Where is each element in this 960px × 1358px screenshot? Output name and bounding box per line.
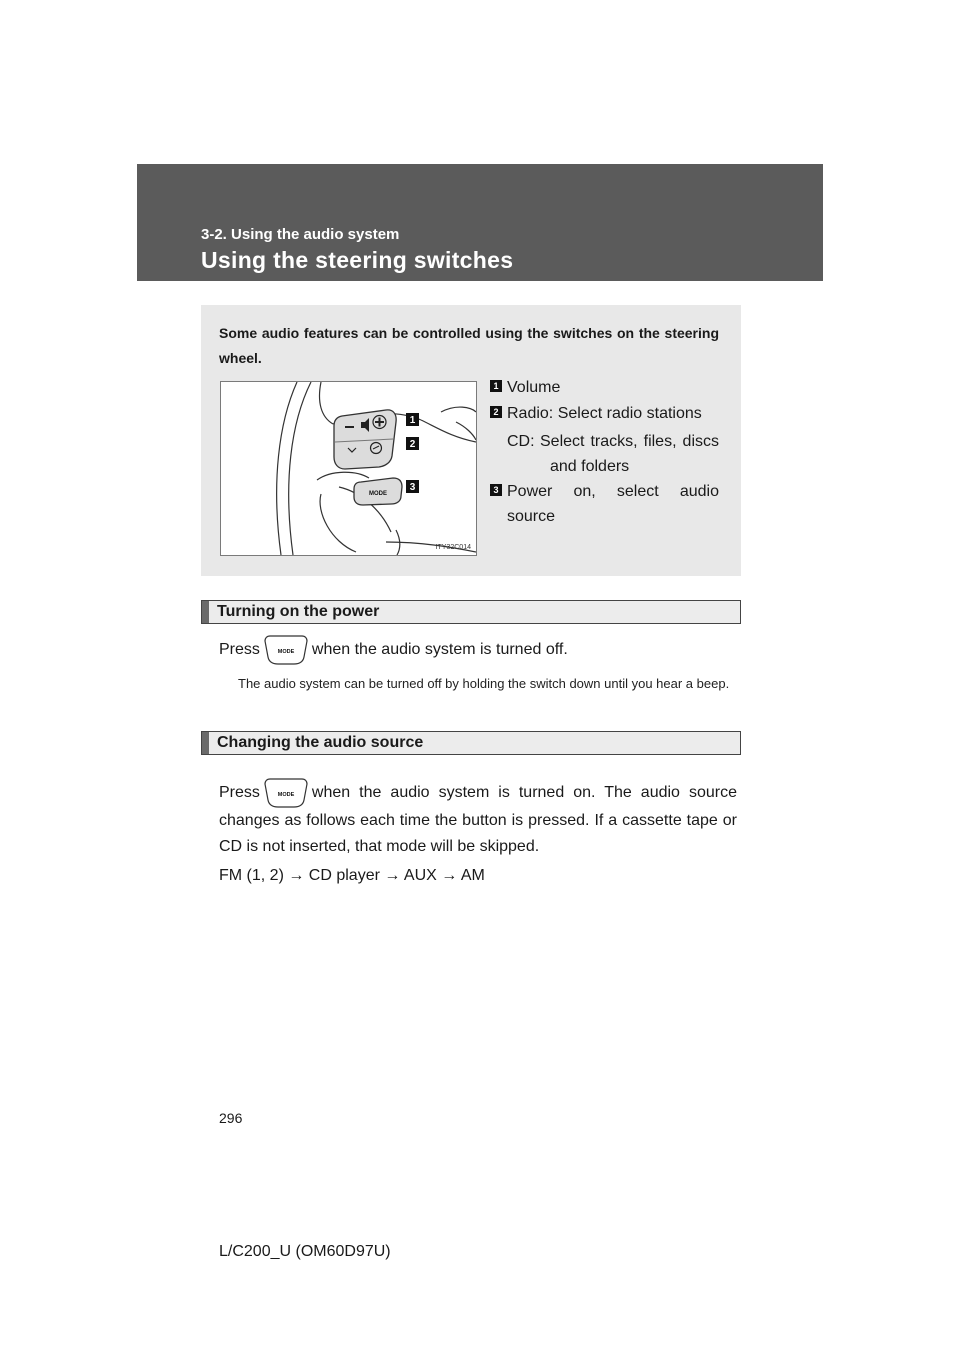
- section-label: 3-2. Using the audio system: [201, 226, 400, 243]
- page-title: Using the steering switches: [201, 247, 514, 273]
- section-heading-power: [201, 600, 741, 624]
- section-heading-source: [201, 731, 741, 755]
- callout-number: 3: [490, 484, 502, 496]
- mode-button-icon: [264, 635, 308, 665]
- mode-button-label: MODE: [369, 491, 387, 497]
- callout-text: Volume: [507, 379, 561, 396]
- footer-code: L/C200_U (OM60D97U): [219, 1243, 391, 1260]
- source-sequence: FM (1, 2) → CD player → AUX → AM: [219, 867, 485, 884]
- power-instruction: [219, 635, 737, 665]
- source-instruction: [219, 778, 737, 860]
- mode-button-icon-label: MODE: [277, 792, 295, 798]
- page-number: 296: [219, 1110, 243, 1126]
- steering-wheel-drawing: [221, 382, 476, 555]
- callout-marker-3: 3: [409, 482, 416, 493]
- callout-marker-1: 1: [409, 415, 416, 426]
- heading-bar: [202, 732, 209, 754]
- cd-text: Select tracks, files, discs and folders: [540, 433, 719, 475]
- power-instruction-text: when the audio system is turned off.: [311, 641, 568, 659]
- callout-text: Power on, select audio source: [507, 483, 719, 525]
- intro-text: Some audio features can be controlled using the switches on the steering wheel.: [219, 325, 719, 366]
- steering-switch-illustration: [220, 381, 477, 556]
- source-instruction-text: when the audio system is turned on. The audio source changes as follows each time the button is pressed. If a cassette tape or CD is not inserted, that mode will be skipped.: [219, 784, 737, 855]
- power-note: The audio system can be turned off by holding the switch down until you hear a beep.: [238, 676, 730, 691]
- section-heading-label: Changing the audio source: [217, 734, 424, 751]
- illustration-code: ITY32C014: [435, 544, 471, 551]
- press-text: Press: [219, 784, 260, 802]
- section-heading-label: Turning on the power: [217, 603, 380, 620]
- callout-text: Radio: Select radio stations: [507, 405, 702, 422]
- press-text: Press: [219, 641, 260, 659]
- callout-marker-2: 2: [409, 439, 416, 450]
- intro-box: [201, 305, 741, 576]
- cd-label: CD:: [507, 433, 535, 450]
- header-band: [137, 164, 823, 281]
- callout-number: 1: [490, 380, 502, 392]
- mode-button-icon: [264, 778, 308, 808]
- mode-button-icon-label: MODE: [277, 649, 295, 655]
- callout-number: 2: [490, 406, 502, 418]
- heading-bar: [202, 601, 209, 623]
